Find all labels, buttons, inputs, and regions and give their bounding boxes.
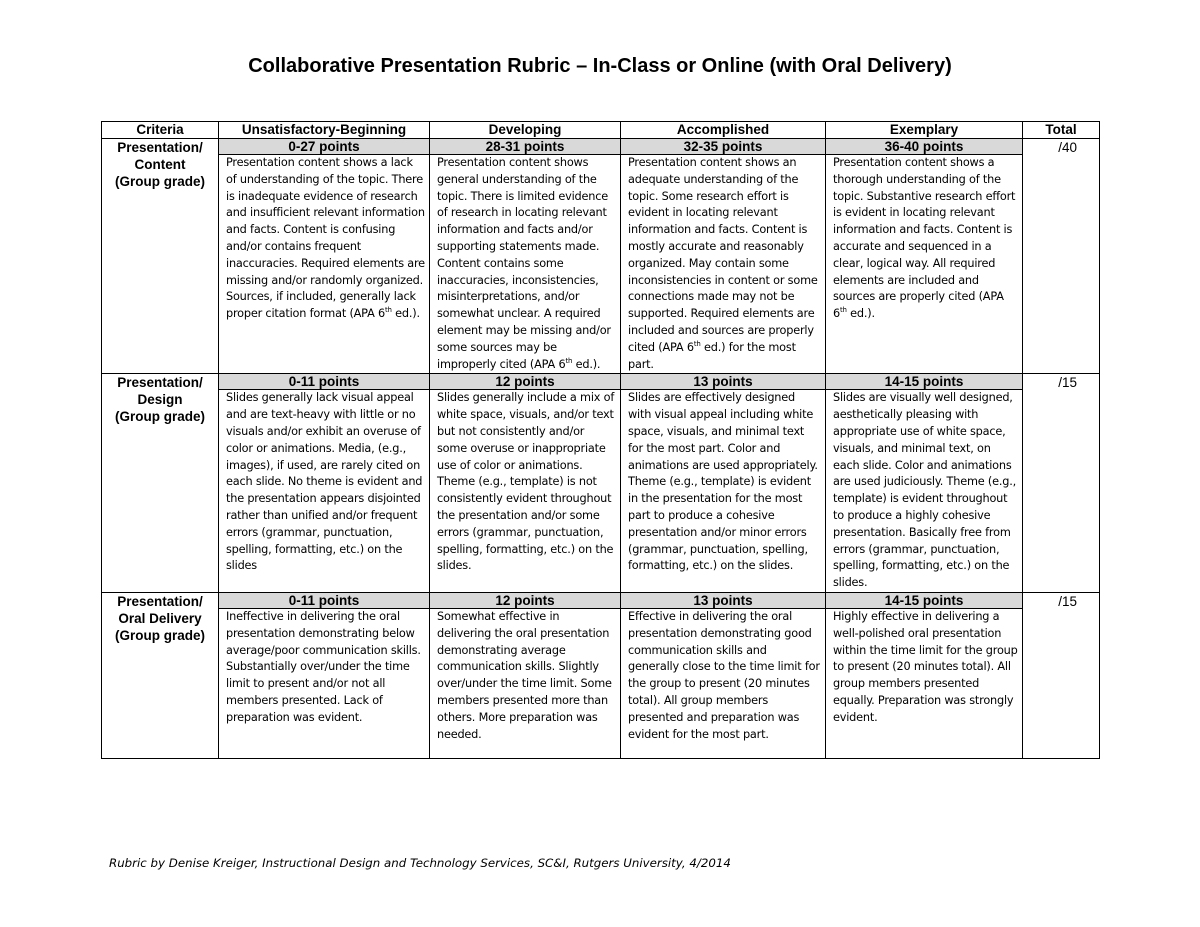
description-cell: Presentation content shows general understanding of the topic. There is limited evidence of research in locating relevant information and facts and/or supporting statements made. Content contains some inaccuracies, inconsistencies, misinterpretations, and/or somewhat unclear. A required element may be missing and/or some sources may be improperly cited (APA 6th ed.). — [430, 155, 621, 374]
footer-credit: Rubric by Denise Kreiger, Instructional Design and Technology Services, SC&I, Rutgers University, 4/2014 — [109, 856, 731, 870]
points-cell: 14-15 points — [826, 592, 1023, 608]
criteria-cell — [102, 374, 219, 593]
points-row — [102, 139, 1100, 155]
total-cell: /15 — [1023, 374, 1100, 593]
criteria-line: Presentation/ — [117, 593, 203, 609]
total-cell: /40 — [1023, 139, 1100, 374]
criteria-line: (Group grade) — [115, 174, 205, 189]
description-row — [102, 390, 1100, 593]
points-cell: 13 points — [621, 592, 826, 608]
description-cell: Slides are visually well designed, aesthetically pleasing with appropriate use of white space, visuals, and minimal text, on each slide. Color and animations are used judiciously. Theme (e.g., template) is evident throughout to produce a highly cohesive presentation. Basically free from errors (grammar, punctuation, spelling, formatting, etc.) on the slides. — [826, 390, 1023, 593]
points-cell: 0-11 points — [219, 592, 430, 608]
points-cell: 14-15 points — [826, 374, 1023, 390]
points-cell: 28-31 points — [430, 139, 621, 155]
criteria-line: (Group grade) — [115, 409, 205, 425]
points-cell: 12 points — [430, 592, 621, 608]
header-total: Total — [1023, 122, 1100, 139]
points-cell: 12 points — [430, 374, 621, 390]
description-cell: Presentation content shows a lack of understanding of the topic. There is inadequate evidence of research and insufficient relevant information and facts. Content is confusing and/or contains frequent inaccuracies. Required elements are missing and/or randomly organized. Sources, if included, generally lack proper citation format (APA 6th ed.). — [219, 155, 430, 374]
description-cell: Ineffective in delivering the oral presentation demonstrating below average/poor communication skills. Substantially over/under the time limit to present and/or not all members presented. Lack of preparation was evident. — [219, 608, 430, 758]
points-cell: 0-27 points — [219, 139, 430, 155]
points-cell: 32-35 points — [621, 139, 826, 155]
description-cell: Somewhat effective in delivering the oral presentation demonstrating average communication skills. Slightly over/under the time limit. Some members presented more than others. More preparation was needed. — [430, 608, 621, 758]
rubric-table — [101, 121, 1100, 759]
criteria-cell — [102, 139, 219, 374]
criteria-line: Design — [137, 392, 183, 408]
description-row — [102, 608, 1100, 758]
header-developing: Developing — [430, 122, 621, 139]
criteria-cell — [102, 592, 219, 758]
points-row — [102, 374, 1100, 390]
points-cell: 13 points — [621, 374, 826, 390]
description-cell: Presentation content shows an adequate understanding of the topic. Some research effort is evident in locating relevant information and facts. Content is mostly accurate and reasonably organized. May contain some inconsistencies in content or some connections made may not be supported. Required elements are included and sources are properly cited (APA 6th ed.) for the most part. — [621, 155, 826, 374]
description-row — [102, 155, 1100, 374]
description-cell: Slides are effectively designed with visual appeal including white space, visuals, and minimal text for the most part. Color and animations are used appropriately. Theme (e.g., template) is evident in the presentation for the most part to produce a cohesive presentation and/or minor errors (grammar, punctuation, spelling, formatting, etc.) on the slides. — [621, 390, 826, 593]
header-criteria: Criteria — [102, 122, 219, 139]
header-row — [102, 122, 1100, 139]
header-accomplished: Accomplished — [621, 122, 826, 139]
header-exemplary: Exemplary — [826, 122, 1023, 139]
description-cell: Effective in delivering the oral presentation demonstrating good communication skills and generally close to the time limit for the group to present (20 minutes total). All group members presented and preparation was evident for the most part. — [621, 608, 826, 758]
points-cell: 0-11 points — [219, 374, 430, 390]
points-cell: 36-40 points — [826, 139, 1023, 155]
criteria-line: Presentation/ — [117, 140, 203, 155]
header-unsatisfactory: Unsatisfactory-Beginning — [219, 122, 430, 139]
description-cell: Highly effective in delivering a well-polished oral presentation within the time limit for the group to present (20 minutes total). All group members presented equally. Preparation was strongly evident. — [826, 608, 1023, 758]
description-cell: Slides generally include a mix of white space, visuals, and/or text but not consistently and/or some overuse or inappropriate use of color or animations. Theme (e.g., template) is not consistently evident throughout the presentation and/or some errors (grammar, punctuation, spelling, formatting, etc.) on the slides. — [430, 390, 621, 593]
criteria-line: Content — [134, 157, 186, 172]
total-cell: /15 — [1023, 592, 1100, 758]
criteria-line: Presentation/ — [117, 375, 203, 391]
description-cell: Presentation content shows a thorough understanding of the topic. Substantive research effort is evident in locating relevant information and facts. Content is accurate and sequenced in a clear, logical way. All required elements are included and sources are properly cited (APA 6th ed.). — [826, 155, 1023, 374]
criteria-line: Oral Delivery — [118, 610, 202, 626]
page-title: Collaborative Presentation Rubric – In-Class or Online (with Oral Delivery) — [248, 55, 952, 77]
points-row — [102, 592, 1100, 608]
criteria-line: (Group grade) — [115, 627, 205, 643]
description-cell: Slides generally lack visual appeal and are text-heavy with little or no visuals and/or exhibit an overuse of color or animations. Media, (e.g., images), if used, are rarely cited on each slide. No theme is evident and the presentation appears disjointed rather than unified and/or frequent errors (grammar, punctuation, spelling, formatting, etc.) on the slides — [219, 390, 430, 593]
